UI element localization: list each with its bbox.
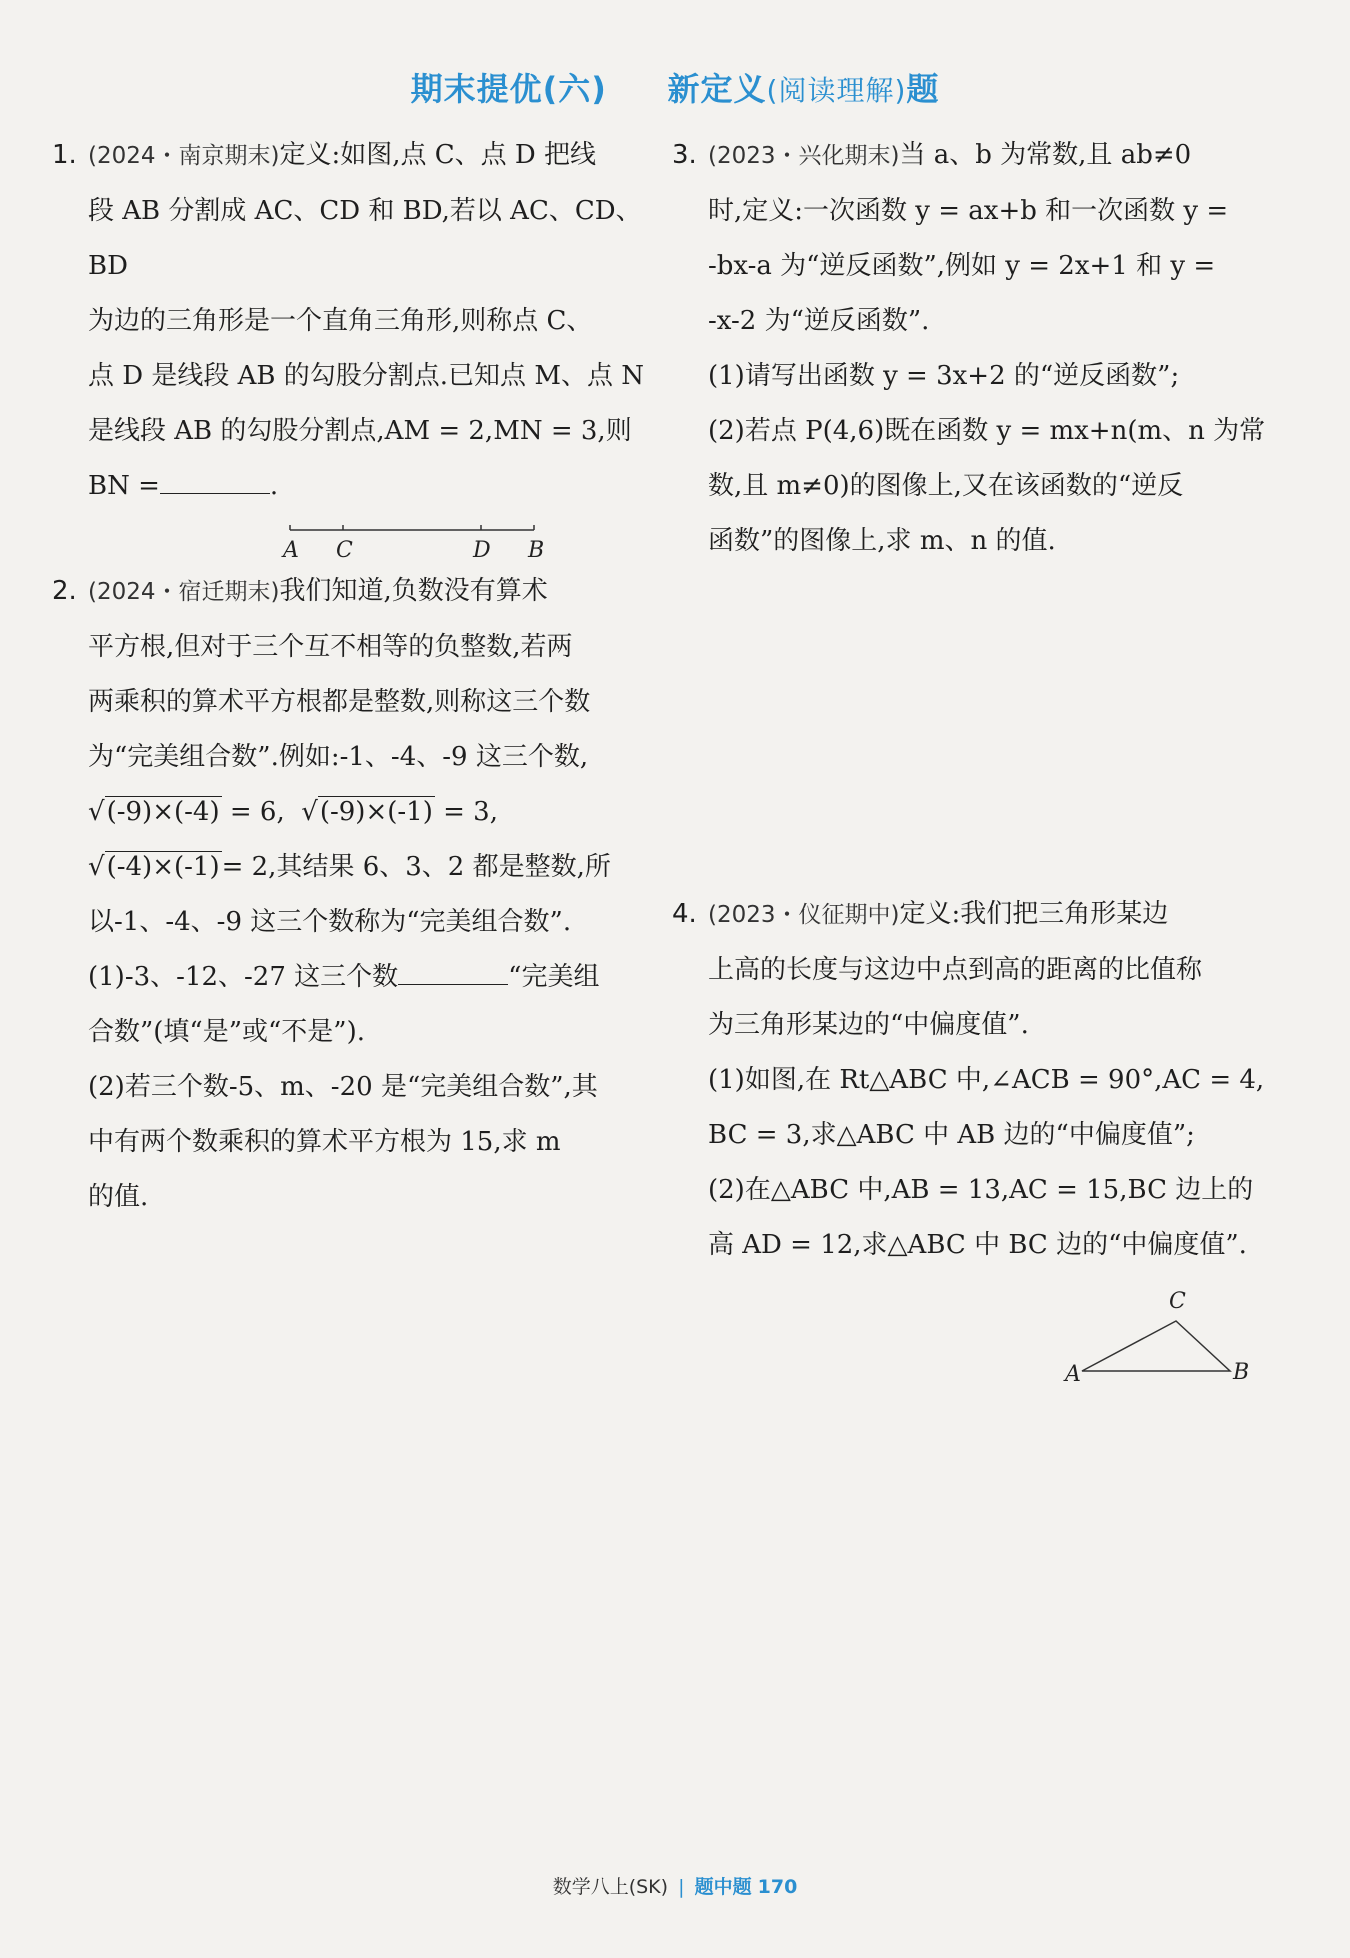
text-line: 定义:我们把三角形某边 (899, 899, 1169, 929)
problem-1-line-1 (88, 128, 652, 184)
problem-2-line-1 (88, 564, 652, 620)
question-1 (88, 950, 652, 1005)
text-line: . (269, 471, 279, 501)
problem-3 (672, 128, 1272, 569)
sqrt-expression: (-9)×(-4) (106, 797, 220, 827)
triangle-figure (708, 1275, 1268, 1385)
text-line: 数,且 m≠0)的图像上,又在该函数的“逆反 (708, 471, 1184, 501)
triangle-abc (1082, 1321, 1230, 1371)
answer-blank[interactable] (398, 964, 508, 985)
problem-1 (52, 128, 652, 564)
label-b: B (528, 538, 545, 563)
problem-source: (2023・仪征期中) (708, 902, 900, 928)
book-name: 数学八上(SK) (552, 1876, 669, 1898)
text-line: 当 a、b 为常数,且 ab≠0 (899, 140, 1192, 170)
text-line: 上高的长度与这边中点到高的距离的比值称 (708, 955, 1203, 985)
page-footer: 数学八上(SK) | 题中题 170 (552, 1876, 798, 1898)
text-line: “完美组 (508, 962, 600, 992)
right-column (672, 128, 1272, 1385)
label-c: C (1169, 1289, 1186, 1314)
text-line: (1)-3、-12、-27 这三个数 (88, 962, 399, 992)
text-line: 时,定义:一次函数 y = ax+b 和一次函数 y = (708, 196, 1229, 226)
text-line: 函数”的图像上,求 m、n 的值. (708, 526, 1056, 556)
text-line: 两乘积的算术平方根都是整数,则称这三个数 (88, 687, 591, 717)
text-line: -x-2 为“逆反函数”. (708, 306, 930, 336)
brand-name: 题中题 (694, 1876, 752, 1898)
text-line: = 6, (221, 797, 285, 827)
segment-figure (88, 508, 648, 564)
page-title (0, 64, 1350, 110)
page-number: 170 (757, 1876, 798, 1898)
answer-blank[interactable] (160, 473, 270, 494)
text-line: 点 D 是线段 AB 的勾股分割点.已知点 M、点 N (88, 361, 644, 391)
problem-number: 4. (672, 899, 697, 929)
answer-line (88, 459, 652, 514)
question-2: (2)若三个数-5、m、-20 是“完美组合数”,其 (88, 1072, 598, 1102)
label-a: A (283, 538, 299, 563)
title-main: 期末提优(六) (410, 70, 607, 108)
problem-number: 3. (672, 140, 697, 170)
text-line: 段 AB 分割成 AC、CD 和 BD,若以 AC、CD、BD (88, 196, 642, 281)
problem-3-line-1 (708, 128, 1272, 184)
text-line: 合数”(填“是”或“不是”). (88, 1017, 366, 1047)
question-1: (1)请写出函数 y = 3x+2 的“逆反函数”; (708, 361, 1180, 391)
sqrt-expression: (-9)×(-1) (319, 797, 433, 827)
text-line: 是线段 AB 的勾股分割点,AM = 2,MN = 3,则 (88, 416, 632, 446)
title-sub: (阅读理解) (766, 74, 907, 107)
text-line: 定义:如图,点 C、点 D 把线 (279, 140, 597, 170)
text-line: 中有两个数乘积的算术平方根为 15,求 m (88, 1127, 561, 1157)
text-line: BN = (88, 471, 160, 501)
text-line: 我们知道,负数没有算术 (279, 576, 548, 606)
problem-source: (2024・南京期末) (88, 143, 280, 169)
text-line: BC = 3,求△ABC 中 AB 边的“中偏度值”; (708, 1120, 1195, 1150)
text-line: 高 AD = 12,求△ABC 中 BC 边的“中偏度值”. (708, 1230, 1247, 1260)
question-2: (2)若点 P(4,6)既在函数 y = mx+n(m、n 为常 (708, 416, 1266, 446)
text-line: 为边的三角形是一个直角三角形,则称点 C、 (88, 306, 593, 336)
text-line: -bx-a 为“逆反函数”,例如 y = 2x+1 和 y = (708, 251, 1216, 281)
text-line: 为三角形某边的“中偏度值”. (708, 1010, 1029, 1040)
problem-source: (2023・兴化期末) (708, 143, 900, 169)
text-line: 的值. (88, 1182, 149, 1212)
title-topic: 新定义 (667, 70, 767, 108)
label-d: D (473, 538, 491, 563)
label-c: C (336, 538, 353, 563)
problem-4 (672, 887, 1272, 1385)
label-a: A (1065, 1362, 1081, 1385)
problem-number: 1. (52, 140, 77, 170)
problem-number: 2. (52, 576, 77, 606)
text-line: 平方根,但对于三个互不相等的负整数,若两 (88, 632, 573, 662)
problem-2 (52, 564, 652, 1225)
problem-source: (2024・宿迁期末) (88, 579, 280, 605)
text-line: 以-1、-4、-9 这三个数称为“完美组合数”. (88, 907, 572, 937)
text-line: = 3, (434, 797, 498, 827)
label-b: B (1233, 1360, 1250, 1385)
text-line: 为“完美组合数”.例如:-1、-4、-9 这三个数, (88, 742, 589, 772)
question-1: (1)如图,在 Rt△ABC 中,∠ACB = 90°,AC = 4, (708, 1065, 1265, 1095)
text-line: = 2,其结果 6、3、2 都是整数,所 (221, 852, 611, 882)
question-2: (2)在△ABC 中,AB = 13,AC = 15,BC 边上的 (708, 1175, 1254, 1205)
sqrt-line-2: √(-4)×(-1)= 2,其结果 6、3、2 都是整数,所 (88, 852, 611, 882)
title-tail: 题 (906, 70, 940, 108)
sqrt-line-1: √(-9)×(-4) = 6, √(-9)×(-1) = 3, (88, 797, 498, 827)
sqrt-expression: (-4)×(-1) (106, 852, 220, 882)
problem-4-line-1 (708, 887, 1272, 943)
left-column (52, 128, 652, 1225)
